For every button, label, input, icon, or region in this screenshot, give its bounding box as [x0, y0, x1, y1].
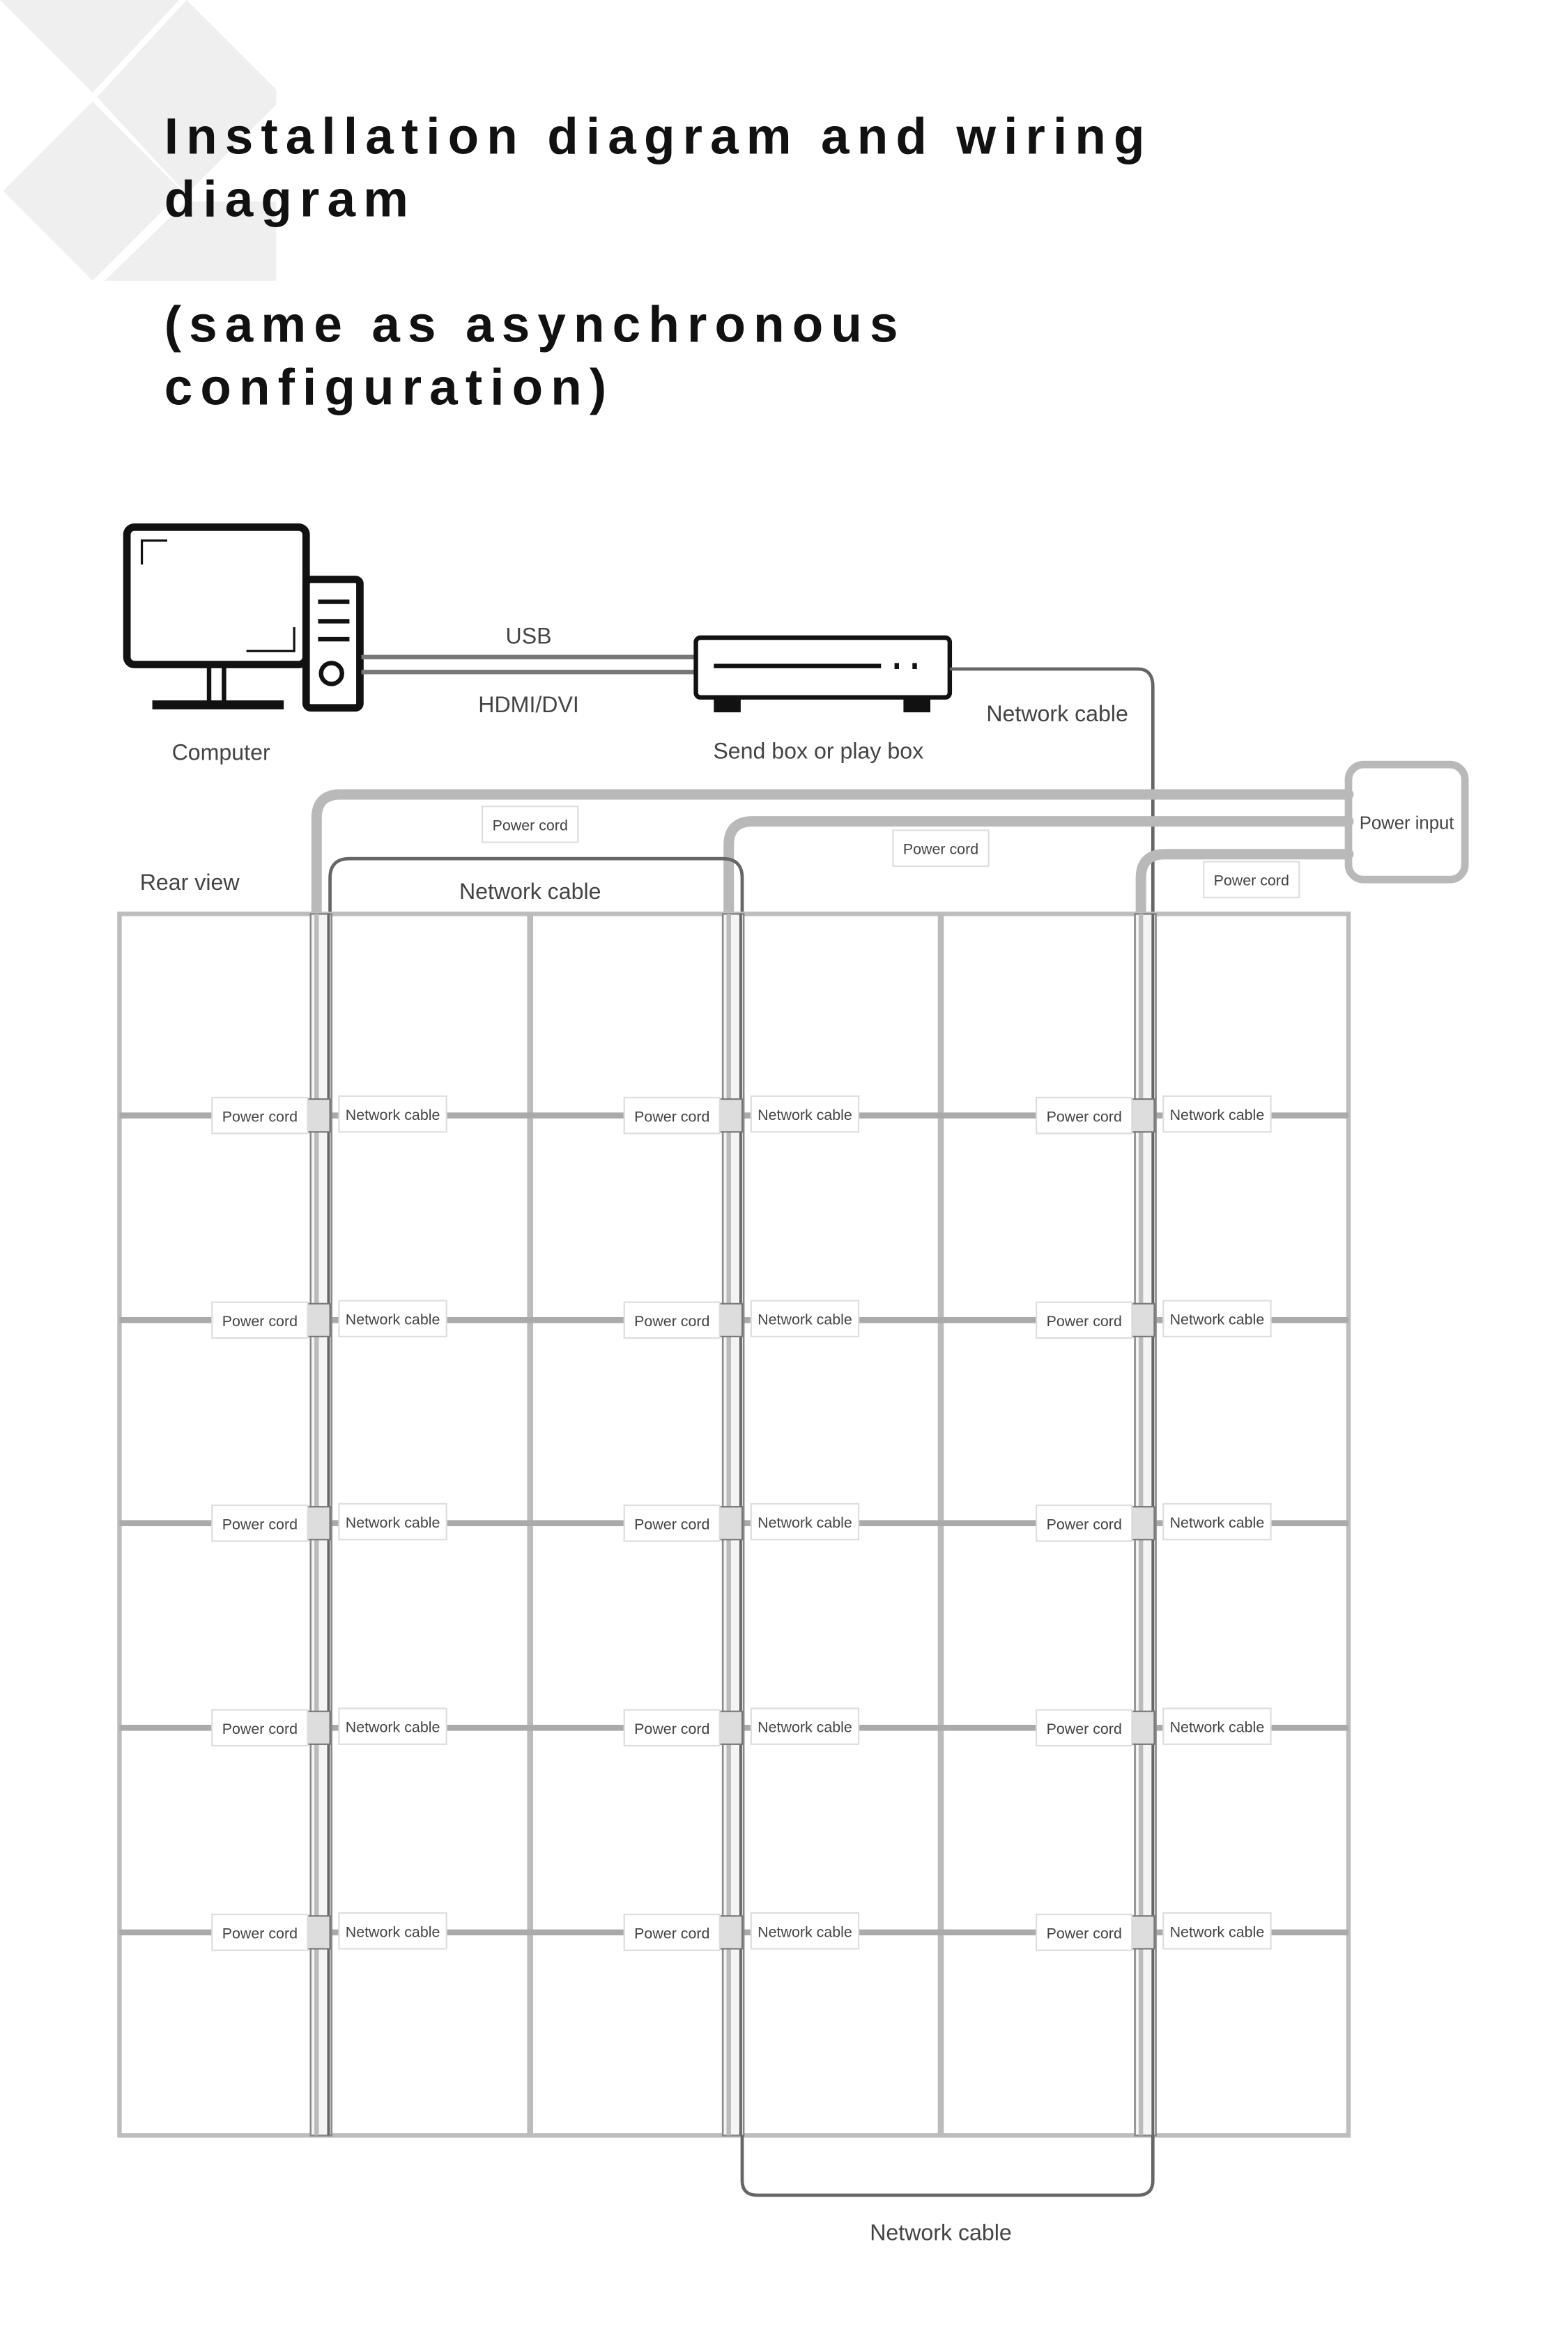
- network-cable-label: Network cable: [1169, 1107, 1265, 1124]
- network-cable-label: Network cable: [758, 1719, 852, 1736]
- rear-view-label: Rear view: [139, 870, 240, 896]
- connector-icon: [718, 1507, 742, 1539]
- grid-cell-labels: [212, 1096, 446, 1134]
- power-cord-label: Power cord: [634, 1516, 710, 1533]
- power-cord-label-1: [482, 806, 578, 842]
- title-line-2: diagram: [164, 171, 417, 228]
- power-cord-label: Power cord: [222, 1312, 298, 1330]
- grid-cell-labels: [212, 1913, 446, 1951]
- power-cord-label: Power cord: [1046, 1108, 1122, 1125]
- network-cable-label: Network cable: [345, 1514, 440, 1532]
- power-cord-label: Power cord: [1046, 1720, 1122, 1737]
- network-cable-label: Network cable: [345, 1107, 440, 1124]
- network-cable-label: Network cable: [1169, 1923, 1265, 1941]
- send-box-icon: [696, 638, 950, 712]
- connector-icon: [718, 1304, 742, 1337]
- grid-cell-labels: [624, 1913, 859, 1951]
- power-cord-label: Power cord: [222, 1720, 298, 1737]
- network-cable-label: Network cable: [345, 1719, 440, 1736]
- network-cable-top-label: Network cable: [986, 701, 1128, 726]
- connector-icon: [1130, 1099, 1154, 1132]
- connector-icon: [718, 1099, 742, 1132]
- grid-cell-labels: [624, 1300, 859, 1338]
- connector-icon: [306, 1712, 330, 1744]
- power-cord-label-2: [893, 830, 988, 866]
- power-cord-label: Power cord: [222, 1516, 298, 1533]
- connector-icon: [306, 1304, 330, 1337]
- grid-cell-labels: [1036, 1504, 1270, 1542]
- network-cable-bottom-loop: [742, 2135, 1153, 2195]
- title-line-1: Installation diagram and wiring: [164, 108, 1153, 165]
- subtitle-line-1: (same as asynchronous: [164, 296, 906, 353]
- network-cable-bottom-label: Network cable: [870, 2220, 1012, 2245]
- grid-cell-labels: [212, 1300, 446, 1338]
- connector-icon: [306, 1099, 330, 1132]
- connector-icon: [718, 1712, 742, 1744]
- svg-text:Power cord: Power cord: [902, 840, 979, 858]
- power-cord-label: Power cord: [634, 1312, 710, 1330]
- network-cable-label: Network cable: [1169, 1719, 1265, 1736]
- connector-icon: [306, 1507, 330, 1539]
- send-box-label: Send box or play box: [713, 738, 924, 764]
- connector-icon: [718, 1916, 742, 1949]
- power-cord-label: Power cord: [1046, 1516, 1122, 1533]
- network-cable-label: Network cable: [1169, 1514, 1265, 1532]
- connector-icon: [306, 1916, 330, 1949]
- network-cable-link-label: Network cable: [459, 879, 601, 904]
- grid-cell-labels: [212, 1708, 446, 1746]
- power-cord-label: Power cord: [634, 1925, 710, 1942]
- power-cord-label: Power cord: [634, 1720, 710, 1737]
- svg-text:Power cord: Power cord: [1213, 872, 1289, 889]
- power-cord-label: Power cord: [1046, 1925, 1122, 1942]
- grid-cell-labels: [1036, 1708, 1270, 1746]
- computer-icon: [127, 527, 360, 709]
- grid-cell-labels: [1036, 1913, 1270, 1951]
- network-cable-label: Network cable: [345, 1311, 440, 1328]
- grid-cell-labels: [624, 1708, 859, 1746]
- connector-icon: [1130, 1916, 1154, 1949]
- subtitle-line-2: configuration): [164, 359, 615, 416]
- computer-label: Computer: [171, 739, 270, 765]
- hdmi-dvi-label: HDMI/DVI: [478, 692, 579, 718]
- network-cable-label: Network cable: [758, 1514, 852, 1532]
- network-cable-label: Network cable: [758, 1311, 852, 1328]
- network-cable-label: Network cable: [345, 1923, 440, 1941]
- power-cord-label: Power cord: [222, 1925, 298, 1942]
- power-cord-label-3: [1204, 861, 1299, 897]
- power-cord-label: Power cord: [1046, 1312, 1122, 1330]
- network-cable-label: Network cable: [1169, 1311, 1265, 1328]
- grid-cell-labels: [624, 1096, 859, 1134]
- power-input-label: Power input: [1359, 813, 1454, 833]
- power-cord-label: Power cord: [222, 1108, 298, 1125]
- svg-text:Power cord: Power cord: [492, 817, 568, 834]
- usb-label: USB: [505, 623, 552, 649]
- power-cord-label: Power cord: [634, 1108, 710, 1125]
- network-cable-label: Network cable: [758, 1107, 852, 1124]
- connector-icon: [1130, 1712, 1154, 1744]
- connector-icon: [1130, 1304, 1154, 1337]
- led-panel-grid: [119, 914, 1348, 2135]
- grid-cell-labels: [624, 1504, 859, 1542]
- connector-icon: [1130, 1507, 1154, 1539]
- grid-cell-labels: [1036, 1300, 1270, 1338]
- network-cable-label: Network cable: [758, 1923, 852, 1941]
- grid-cell-labels: [1036, 1096, 1270, 1134]
- grid-cell-labels: [212, 1504, 446, 1542]
